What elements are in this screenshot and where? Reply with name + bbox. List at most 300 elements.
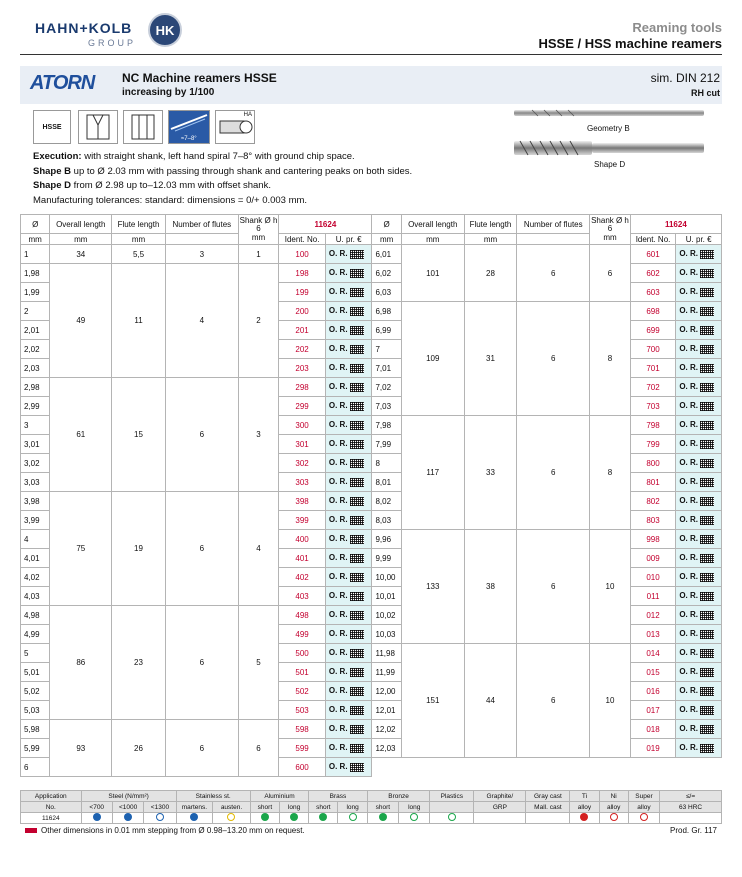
diameter-cell: 6,98: [372, 302, 401, 321]
brand-badge-icon: HK: [148, 13, 182, 47]
application-subheader-cell: <700: [81, 802, 112, 813]
ident-cell: 303: [279, 473, 326, 492]
ident-cell: 502: [279, 682, 326, 701]
ident-cell: 012: [630, 606, 676, 625]
arrow-icon: [25, 828, 37, 833]
price-cell: O. R.: [325, 663, 372, 682]
diameter-cell: 10,01: [372, 587, 401, 606]
unit-mm: mm: [112, 234, 166, 245]
application-header-cell: Plastics: [430, 791, 474, 802]
diameter-cell: 5,02: [21, 682, 50, 701]
application-subheader-cell: short: [367, 802, 398, 813]
ident-header: Ident. No.: [630, 234, 676, 245]
qr-icon: [350, 421, 364, 430]
application-header-cell: Brass: [309, 791, 367, 802]
price-cell: O. R.: [325, 454, 372, 473]
qr-icon: [350, 250, 364, 259]
diameter-cell: 1,99: [21, 283, 50, 302]
spec-cell: 34: [50, 245, 112, 264]
application-dot-cell: [213, 813, 251, 824]
price-cell: O. R.: [676, 701, 722, 720]
spec-cell: 8: [590, 416, 631, 530]
application-subheader-cell: long: [399, 802, 430, 813]
suitability-dot-icon: [410, 813, 418, 821]
diameter-cell: 3,98: [21, 492, 50, 511]
price-cell: O. R.: [676, 720, 722, 739]
diameter-cell: 6,99: [372, 321, 401, 340]
suitability-dot-icon: [190, 813, 198, 821]
application-subheader-cell: alloy: [599, 802, 628, 813]
suitability-dot-icon: [379, 813, 387, 821]
suitability-dot-icon: [319, 813, 327, 821]
spiral-angle-icon: [168, 110, 210, 144]
qr-icon: [350, 725, 364, 734]
description-block: [33, 150, 533, 208]
diameter-cell: 4,03: [21, 587, 50, 606]
overall-length-header: Overall length: [401, 215, 464, 234]
qr-icon: [700, 611, 714, 620]
spec-cell: 10: [590, 644, 631, 758]
price-cell: O. R.: [325, 264, 372, 283]
application-subheader-cell: long: [338, 802, 367, 813]
diameter-cell: 3,03: [21, 473, 50, 492]
qr-icon: [700, 364, 714, 373]
spec-cell: 93: [50, 720, 112, 777]
ident-cell: 602: [630, 264, 676, 283]
application-header-cell: Ni: [599, 791, 628, 802]
application-code-cell: 11624: [21, 813, 82, 824]
spec-cell: 6: [165, 720, 238, 777]
diameter-cell: 2,03: [21, 359, 50, 378]
price-cell: O. R.: [325, 625, 372, 644]
diameter-cell: 12,00: [372, 682, 401, 701]
qr-icon: [700, 269, 714, 278]
ident-cell: 998: [630, 530, 676, 549]
price-cell: O. R.: [676, 644, 722, 663]
qr-icon: [350, 535, 364, 544]
spec-cell: 75: [50, 492, 112, 606]
unit-mm: mm: [50, 234, 112, 245]
ident-cell: 010: [630, 568, 676, 587]
qr-icon: [350, 630, 364, 639]
ident-cell: 599: [279, 739, 326, 758]
qr-icon: [350, 573, 364, 582]
diameter-cell: 2,99: [21, 397, 50, 416]
application-dot-cell: [309, 813, 338, 824]
diameter-cell: 2,02: [21, 340, 50, 359]
application-subheader-cell: <1000: [112, 802, 143, 813]
ident-cell: 800: [630, 454, 676, 473]
diameter-cell: 12,02: [372, 720, 401, 739]
spec-cell: 23: [112, 606, 166, 720]
diameter-cell: 3,99: [21, 511, 50, 530]
price-cell: O. R.: [325, 302, 372, 321]
application-subheader-cell: GRP: [474, 802, 526, 813]
diameter-cell: 10,02: [372, 606, 401, 625]
ident-cell: 598: [279, 720, 326, 739]
ident-cell: 017: [630, 701, 676, 720]
suitability-dot-icon: [227, 813, 235, 821]
unit-price-header: U. pr. €: [325, 234, 372, 245]
ident-cell: 202: [279, 340, 326, 359]
diameter-cell: 9,96: [372, 530, 401, 549]
qr-icon: [700, 554, 714, 563]
flute-length-header: Flute length: [112, 215, 166, 234]
ident-cell: 013: [630, 625, 676, 644]
shank-header: Shank Ø h 6 mm: [590, 215, 631, 245]
reamer-geometry-b-drawing: [512, 106, 707, 120]
description-line: Manufacturing tolerances: standard: dimensions = 0/+ 0.003 mm.: [33, 194, 308, 206]
application-subheader-cell: martens.: [176, 802, 213, 813]
application-header-cell: Application: [21, 791, 82, 802]
diameter-cell: 5: [21, 644, 50, 663]
spec-cell: 49: [50, 264, 112, 378]
spec-cell: 5: [238, 606, 279, 720]
ident-cell: 300: [279, 416, 326, 435]
price-cell: O. R.: [676, 321, 722, 340]
spec-cell: 8: [590, 302, 631, 416]
ident-cell: 801: [630, 473, 676, 492]
atorn-logo: ATORN: [30, 72, 95, 94]
qr-icon: [700, 535, 714, 544]
price-cell: O. R.: [676, 473, 722, 492]
qr-icon: [350, 459, 364, 468]
brand-logo-text: HAHN+KOLB: [35, 20, 133, 36]
ident-cell: 019: [630, 739, 676, 758]
spec-cell: 117: [401, 416, 464, 530]
price-cell: O. R.: [676, 359, 722, 378]
shape-label: Shape D: [594, 160, 626, 169]
diameter-cell: 4,01: [21, 549, 50, 568]
price-cell: O. R.: [676, 511, 722, 530]
spec-cell: 6: [238, 720, 279, 777]
price-cell: O. R.: [325, 720, 372, 739]
spec-cell: 6: [165, 606, 238, 720]
diameter-cell: 7,03: [372, 397, 401, 416]
diameter-cell: 4,99: [21, 625, 50, 644]
spec-cell: 31: [464, 302, 517, 416]
price-cell: O. R.: [325, 340, 372, 359]
diameter-cell: 5,01: [21, 663, 50, 682]
application-dot-cell: [474, 813, 526, 824]
qr-icon: [700, 668, 714, 677]
application-subheader-cell: austen.: [213, 802, 251, 813]
ident-cell: 201: [279, 321, 326, 340]
price-cell: O. R.: [325, 549, 372, 568]
ident-cell: 701: [630, 359, 676, 378]
ident-cell: 402: [279, 568, 326, 587]
shank-ha-icon: [215, 110, 255, 144]
dimension-table: [20, 214, 722, 777]
application-header-cell: Aluminium: [250, 791, 308, 802]
ident-cell: 400: [279, 530, 326, 549]
spec-cell: 38: [464, 530, 517, 644]
ident-cell: 302: [279, 454, 326, 473]
qr-icon: [350, 497, 364, 506]
spec-cell: 26: [112, 720, 166, 777]
application-header-cell: Steel (N/mm²): [81, 791, 176, 802]
ident-cell: 198: [279, 264, 326, 283]
diameter-cell: 7,98: [372, 416, 401, 435]
ident-cell: 601: [630, 245, 676, 264]
article-code-header: 11624: [630, 215, 721, 234]
qr-icon: [700, 459, 714, 468]
application-dot-cell: [338, 813, 367, 824]
spec-cell: 6: [165, 378, 238, 492]
spec-cell: 101: [401, 245, 464, 302]
diameter-cell: 12,01: [372, 701, 401, 720]
diameter-cell: 2,98: [21, 378, 50, 397]
through-hole-icon: [123, 110, 163, 144]
qr-icon: [700, 478, 714, 487]
qr-icon: [700, 573, 714, 582]
price-cell: O. R.: [676, 606, 722, 625]
spec-cell: 6: [517, 302, 590, 416]
qr-icon: [700, 402, 714, 411]
price-cell: O. R.: [676, 435, 722, 454]
ident-header: Ident. No.: [279, 234, 326, 245]
application-dot-cell: [399, 813, 430, 824]
qr-icon: [700, 725, 714, 734]
diameter-cell: 3: [21, 416, 50, 435]
qr-icon: [350, 516, 364, 525]
application-dot-cell: [112, 813, 143, 824]
price-cell: O. R.: [676, 549, 722, 568]
qr-icon: [350, 478, 364, 487]
qr-icon: [700, 345, 714, 354]
flute-length-header: Flute length: [464, 215, 517, 234]
footer-note: Other dimensions in 0.01 mm stepping from Ø 0.98–13.20 mm on request.: [25, 826, 305, 835]
application-dot-cell: [367, 813, 398, 824]
spec-cell: 3: [165, 245, 238, 264]
ident-cell: 016: [630, 682, 676, 701]
qr-icon: [350, 307, 364, 316]
qr-icon: [350, 611, 364, 620]
ident-cell: 200: [279, 302, 326, 321]
application-dot-cell: [660, 813, 722, 824]
product-group: Prod. Gr. 117: [670, 826, 717, 835]
qr-icon: [350, 687, 364, 696]
price-cell: O. R.: [325, 416, 372, 435]
diameter-cell: 1,98: [21, 264, 50, 283]
ident-cell: 401: [279, 549, 326, 568]
qr-icon: [350, 706, 364, 715]
qr-icon: [350, 269, 364, 278]
ident-cell: 600: [279, 758, 326, 777]
ident-cell: 498: [279, 606, 326, 625]
price-cell: O. R.: [325, 758, 372, 777]
diameter-cell: 8: [372, 454, 401, 473]
suitability-dot-icon: [580, 813, 588, 821]
price-cell: O. R.: [325, 511, 372, 530]
qr-icon: [700, 687, 714, 696]
ident-cell: 018: [630, 720, 676, 739]
price-cell: O. R.: [325, 378, 372, 397]
description-line: Shape B up to Ø 2.03 mm with passing through shank and cantering peaks on both sides.: [33, 165, 413, 177]
qr-icon: [350, 592, 364, 601]
price-cell: O. R.: [325, 397, 372, 416]
application-subheader-cell: No.: [21, 802, 82, 813]
spec-cell: 6: [517, 644, 590, 758]
diameter-cell: 12,03: [372, 739, 401, 758]
price-cell: O. R.: [325, 359, 372, 378]
description-line: Execution: with straight shank, left hand spiral 7–8° with ground chip space.: [33, 151, 355, 162]
spec-cell: 61: [50, 378, 112, 492]
diameter-cell: 2,01: [21, 321, 50, 340]
number-of-flutes-header: Number of flutes: [165, 215, 238, 234]
application-header-cell: Stainless st.: [176, 791, 250, 802]
diameter-cell: 7,99: [372, 435, 401, 454]
ident-cell: 100: [279, 245, 326, 264]
unit-mm: mm: [21, 234, 50, 245]
price-cell: O. R.: [325, 435, 372, 454]
qr-icon: [700, 497, 714, 506]
diameter-cell: 6,03: [372, 283, 401, 302]
ident-cell: 799: [630, 435, 676, 454]
ident-cell: 399: [279, 511, 326, 530]
ident-cell: 203: [279, 359, 326, 378]
shank-header: Shank Ø h 6 mm: [238, 215, 279, 245]
qr-icon: [700, 307, 714, 316]
ident-cell: 702: [630, 378, 676, 397]
spec-cell: 11: [112, 264, 166, 378]
cut-label: RH cut: [691, 88, 720, 98]
ident-cell: 014: [630, 644, 676, 663]
diameter-cell: 9,99: [372, 549, 401, 568]
diameter-cell: 10,00: [372, 568, 401, 587]
ident-cell: 299: [279, 397, 326, 416]
application-dot-cell: [250, 813, 279, 824]
price-cell: O. R.: [676, 530, 722, 549]
ident-cell: 603: [630, 283, 676, 302]
ident-cell: 500: [279, 644, 326, 663]
qr-icon: [700, 649, 714, 658]
qr-icon: [700, 440, 714, 449]
price-cell: O. R.: [325, 530, 372, 549]
application-subheader-cell: alloy: [628, 802, 659, 813]
qr-icon: [700, 250, 714, 259]
diameter-cell: 7: [372, 340, 401, 359]
application-dot-cell: [628, 813, 659, 824]
product-title: NC Machine reamers HSSE: [122, 71, 277, 85]
price-cell: O. R.: [676, 302, 722, 321]
application-header-cell: Bronze: [367, 791, 430, 802]
ident-cell: 398: [279, 492, 326, 511]
ident-cell: 009: [630, 549, 676, 568]
spec-cell: 44: [464, 644, 517, 758]
application-dot-cell: [570, 813, 599, 824]
application-dot-cell: [430, 813, 474, 824]
diameter-cell: 6: [21, 758, 50, 777]
application-subheader-cell: alloy: [570, 802, 599, 813]
price-cell: O. R.: [676, 340, 722, 359]
spec-cell: 15: [112, 378, 166, 492]
price-cell: O. R.: [676, 283, 722, 302]
increment-note: increasing by 1/100: [122, 87, 215, 98]
diameter-cell: 8,02: [372, 492, 401, 511]
qr-icon: [700, 706, 714, 715]
price-cell: O. R.: [676, 378, 722, 397]
qr-icon: [350, 763, 364, 772]
price-cell: O. R.: [325, 739, 372, 758]
qr-icon: [700, 516, 714, 525]
ident-cell: 703: [630, 397, 676, 416]
unit-mm: mm: [401, 234, 464, 245]
ident-cell: 798: [630, 416, 676, 435]
spec-cell: 109: [401, 302, 464, 416]
spec-cell: 10: [590, 530, 631, 644]
price-cell: O. R.: [676, 264, 722, 283]
price-cell: O. R.: [676, 587, 722, 606]
price-cell: O. R.: [676, 682, 722, 701]
application-subheader-cell: <1300: [144, 802, 176, 813]
geometry-label: Geometry B: [587, 124, 630, 133]
application-header-cell: Graphite/: [474, 791, 526, 802]
qr-icon: [350, 383, 364, 392]
application-table: [20, 790, 722, 824]
diameter-cell: 4: [21, 530, 50, 549]
price-cell: O. R.: [325, 473, 372, 492]
qr-icon: [350, 345, 364, 354]
qr-icon: [350, 326, 364, 335]
din-label: sim. DIN 212: [650, 71, 720, 85]
suitability-dot-icon: [448, 813, 456, 821]
spec-cell: 6: [517, 245, 590, 302]
price-cell: O. R.: [325, 568, 372, 587]
diameter-cell: 4,02: [21, 568, 50, 587]
price-cell: O. R.: [676, 739, 722, 758]
application-dot-cell: [176, 813, 213, 824]
application-header-cell: Ti: [570, 791, 599, 802]
diameter-cell: 6,02: [372, 264, 401, 283]
dia-header: Ø: [372, 215, 401, 234]
diameter-cell: 11,98: [372, 644, 401, 663]
diameter-cell: 8,01: [372, 473, 401, 492]
spiral-angle-label: ≈7–8°: [181, 136, 197, 142]
ident-cell: 499: [279, 625, 326, 644]
spec-cell: 33: [464, 416, 517, 530]
application-subheader-cell: [430, 802, 474, 813]
overall-length-header: Overall length: [50, 215, 112, 234]
suitability-dot-icon: [349, 813, 357, 821]
application-subheader-cell: 63 HRC: [660, 802, 722, 813]
qr-icon: [350, 364, 364, 373]
price-cell: O. R.: [325, 682, 372, 701]
spec-cell: 86: [50, 606, 112, 720]
application-subheader-cell: short: [309, 802, 338, 813]
price-cell: O. R.: [676, 454, 722, 473]
category-title: Reaming tools: [632, 20, 722, 35]
ident-cell: 802: [630, 492, 676, 511]
application-subheader-cell: long: [280, 802, 309, 813]
diameter-cell: 2: [21, 302, 50, 321]
qr-icon: [350, 440, 364, 449]
ident-cell: 301: [279, 435, 326, 454]
spec-cell: 6: [517, 416, 590, 530]
ident-cell: 501: [279, 663, 326, 682]
ident-cell: 015: [630, 663, 676, 682]
qr-icon: [700, 421, 714, 430]
qr-icon: [350, 744, 364, 753]
ident-cell: 803: [630, 511, 676, 530]
price-cell: O. R.: [676, 416, 722, 435]
diameter-cell: 8,03: [372, 511, 401, 530]
diameter-cell: 10,03: [372, 625, 401, 644]
price-cell: O. R.: [325, 701, 372, 720]
qr-icon: [700, 630, 714, 639]
price-cell: O. R.: [325, 644, 372, 663]
application-dot-cell: [599, 813, 628, 824]
